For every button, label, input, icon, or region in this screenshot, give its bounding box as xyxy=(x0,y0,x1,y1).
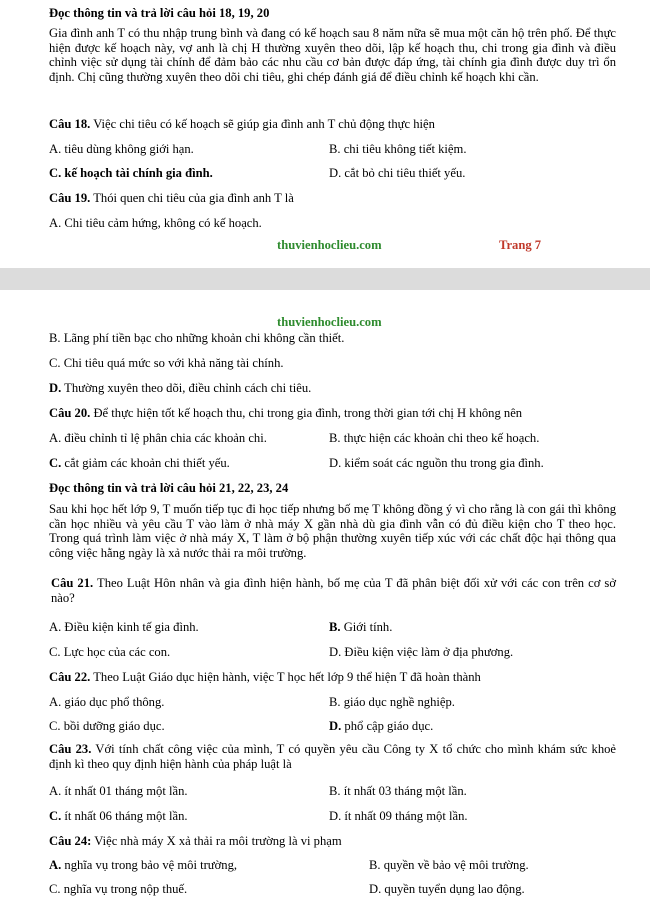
question-text: Thói quen chi tiêu của gia đình anh T là xyxy=(90,191,294,205)
section-heading-2: Đọc thông tin và trả lời câu hỏi 21, 22, 23, 24 xyxy=(49,481,289,495)
q18-option-b: B. chi tiêu không tiết kiệm. xyxy=(329,142,467,156)
question-21 xyxy=(51,576,616,605)
q24-option-c: C. nghĩa vụ trong nộp thuế. xyxy=(49,882,188,896)
q20-option-c xyxy=(49,456,230,470)
question-text: Theo Luật Giáo dục hiện hành, việc T học hết lớp 9 thể hiện T đã hoàn thành xyxy=(90,670,481,684)
q23-option-d: D. ít nhất 09 tháng một lần. xyxy=(329,809,468,823)
option-text: Thường xuyên theo dõi, điều chỉnh cách chi tiêu. xyxy=(61,381,312,395)
reading-passage: Gia đình anh T có thu nhập trung bình và đang có kế hoạch sau 8 năm nữa sẽ mua một căn hộ trên phố. Để thực hiện được kế hoạch này, vợ anh là chị H thường xuyên theo dõi, lập kế hoạch thu, chi trong gia đình và điều chỉnh việc sử dụng tài chính để đảm bảo các nhu cầu cơ bản được đáp ứng, tài chính gia đình được duy trì ổn định. Chị cũng thường xuyên theo dõi chi tiêu, ghi chép đánh giá để điều chỉnh kế hoạch khi cần. xyxy=(49,26,616,84)
q20-option-a: A. điều chỉnh tỉ lệ phân chia các khoản chi. xyxy=(49,431,267,445)
q22-option-c: C. bồi dưỡng giáo dục. xyxy=(49,719,165,733)
question-20 xyxy=(49,406,522,420)
q18-option-c xyxy=(49,166,213,180)
document-page-7 xyxy=(0,0,650,268)
option-text: Giới tính. xyxy=(340,620,393,634)
question-text: Việc nhà máy X xả thải ra môi trường là vi phạm xyxy=(91,834,342,848)
question-text: Việc chi tiêu có kế hoạch sẽ giúp gia đình anh T chủ động thực hiện xyxy=(90,117,435,131)
q18-option-d: D. cắt bỏ chi tiêu thiết yếu. xyxy=(329,166,466,180)
q19-option-a: A. Chi tiêu cảm hứng, không có kế hoạch. xyxy=(49,216,262,230)
question-19 xyxy=(49,191,294,205)
option-text: phổ cập giáo dục. xyxy=(341,719,434,733)
reading-passage-2: Sau khi học hết lớp 9, T muốn tiếp tục đi học tiếp nhưng bố mẹ T không đồng ý vì cho rằng là con gái thì không cần học nhiều và yêu cầu T vào làm ở nhà máy X gần nhà dù gia đình vẫn có đủ điều kiện cho T theo học. Trong quá trình làm việc ở nhà máy X, T làm ở bộ phận thường xuyên tiếp xúc với các chất độc hại thông qua công việc hằng ngày là xả nước thải ra môi trường. xyxy=(49,502,616,560)
q22-option-b: B. giáo dục nghề nghiệp. xyxy=(329,695,455,709)
question-23 xyxy=(49,742,616,771)
question-label: Câu 20. xyxy=(49,406,91,420)
option-label: D. xyxy=(49,381,62,395)
q22-option-d xyxy=(329,719,433,733)
page-number: Trang 7 xyxy=(499,238,542,252)
option-label: A. xyxy=(49,858,62,872)
q24-option-b: B. quyền về bảo vệ môi trường. xyxy=(369,858,529,872)
option-label: C. xyxy=(49,809,62,823)
q19-option-c: C. Chi tiêu quá mức so với khả năng tài chính. xyxy=(49,356,284,370)
question-text: Theo Luật Hôn nhân và gia đình hiện hành, bố mẹ của T đã phân biệt đối xử với các con trên cơ sở nào? xyxy=(51,576,616,605)
question-label: Câu 24: xyxy=(49,834,92,848)
document-page-8 xyxy=(0,290,650,903)
question-text: Với tính chất công việc của mình, T có quyền yêu cầu Công ty X tổ chức cho mình khám sức khoẻ định kì theo quy định hiện hành của pháp luật là xyxy=(49,742,616,771)
q19-option-b: B. Lãng phí tiền bạc cho những khoản chi không cần thiết. xyxy=(49,331,345,345)
q18-option-a: A. tiêu dùng không giới hạn. xyxy=(49,142,194,156)
footer-site: thuvienhoclieu.com xyxy=(277,238,382,252)
option-label: D. xyxy=(329,719,342,733)
question-label: Câu 21. xyxy=(51,576,94,590)
question-label: Câu 19. xyxy=(49,191,91,205)
option-text: ít nhất 06 tháng một lần. xyxy=(61,809,188,823)
q20-option-b: B. thực hiện các khoản chi theo kế hoạch. xyxy=(329,431,540,445)
question-label: Câu 23. xyxy=(49,742,92,756)
question-label: Câu 22. xyxy=(49,670,91,684)
question-24 xyxy=(49,834,342,848)
question-22 xyxy=(49,670,481,684)
q21-option-b xyxy=(329,620,392,634)
q23-option-c xyxy=(49,809,188,823)
option-label: B. xyxy=(329,620,341,634)
q24-option-d: D. quyền tuyển dụng lao động. xyxy=(369,882,525,896)
question-label: Câu 18. xyxy=(49,117,91,131)
q23-option-a: A. ít nhất 01 tháng một lần. xyxy=(49,784,188,798)
option-label: C. xyxy=(49,456,62,470)
q21-option-a: A. Điều kiện kinh tế gia đình. xyxy=(49,620,199,634)
header-site: thuvienhoclieu.com xyxy=(277,315,382,329)
option-text: nghĩa vụ trong bảo vệ môi trường, xyxy=(61,858,238,872)
q20-option-d: D. kiểm soát các nguồn thu trong gia đình. xyxy=(329,456,544,470)
question-text: Để thực hiện tốt kế hoạch thu, chi trong gia đình, trong thời gian tới chị H không nên xyxy=(90,406,523,420)
q21-option-c: C. Lực học của các con. xyxy=(49,645,171,659)
section-heading: Đọc thông tin và trả lời câu hỏi 18, 19, 20 xyxy=(49,6,270,20)
q24-option-a xyxy=(49,858,237,872)
q18-option-c-text: C. kế hoạch tài chính gia đình. xyxy=(49,166,213,180)
q22-option-a: A. giáo dục phổ thông. xyxy=(49,695,165,709)
q23-option-b: B. ít nhất 03 tháng một lần. xyxy=(329,784,467,798)
q21-option-d: D. Điều kiện việc làm ở địa phương. xyxy=(329,645,514,659)
option-text: cắt giảm các khoản chi thiết yếu. xyxy=(61,456,230,470)
question-18 xyxy=(49,117,435,131)
page-separator xyxy=(0,268,650,290)
q19-option-d xyxy=(49,381,311,395)
